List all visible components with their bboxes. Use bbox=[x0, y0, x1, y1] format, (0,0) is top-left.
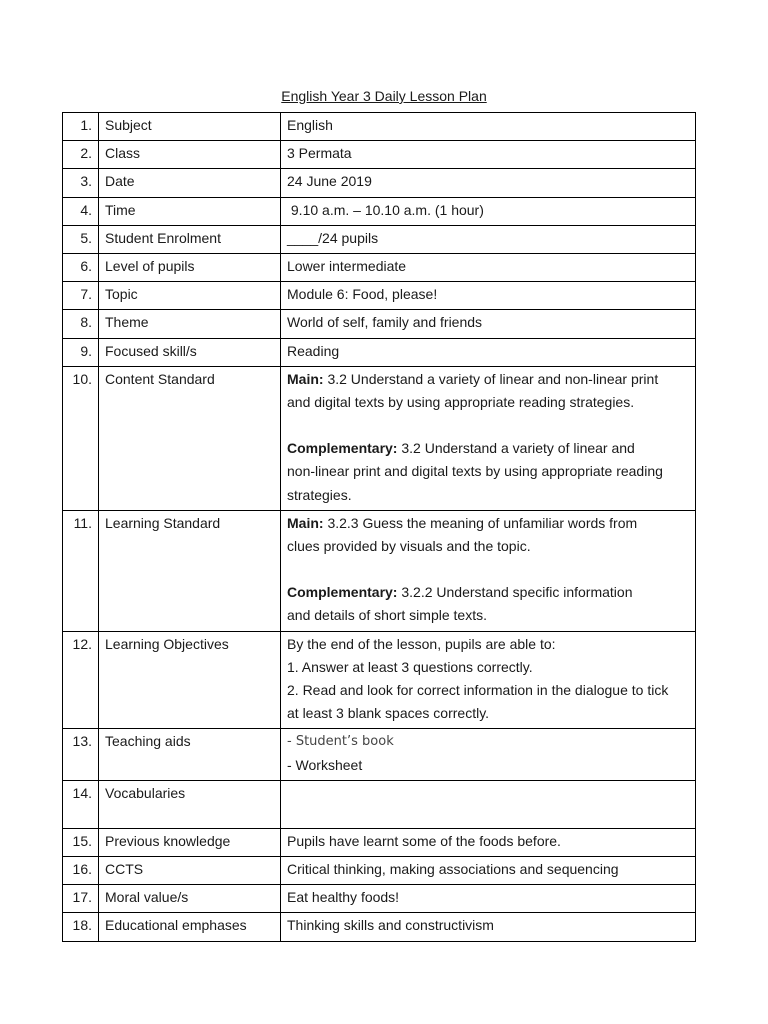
row-number: 7. bbox=[63, 282, 99, 310]
row-value bbox=[281, 366, 696, 510]
row-number: 4. bbox=[63, 197, 99, 225]
main-label: Main: bbox=[287, 514, 324, 531]
row-number: 6. bbox=[63, 254, 99, 282]
main-standard bbox=[287, 512, 689, 535]
table-row bbox=[63, 254, 696, 282]
complementary-label: Complementary: bbox=[287, 440, 398, 457]
row-number: 14. bbox=[63, 780, 99, 828]
table-row bbox=[63, 828, 696, 856]
row-value: 9.10 a.m. – 10.10 a.m. (1 hour) bbox=[281, 197, 696, 225]
row-label: Level of pupils bbox=[99, 254, 281, 282]
row-label: CCTS bbox=[99, 857, 281, 885]
learning-objectives-row bbox=[63, 631, 696, 729]
row-label: Moral value/s bbox=[99, 885, 281, 913]
lesson-plan-table bbox=[62, 112, 696, 942]
row-number: 12. bbox=[63, 631, 99, 729]
complementary-standard bbox=[287, 437, 689, 460]
row-number: 16. bbox=[63, 857, 99, 885]
row-value bbox=[281, 631, 696, 729]
row-label: Educational emphases bbox=[99, 913, 281, 941]
row-number: 1. bbox=[63, 113, 99, 141]
row-label: Previous knowledge bbox=[99, 828, 281, 856]
objective-item: 2. Read and look for correct information in the dialogue to tick bbox=[287, 682, 669, 699]
row-value: ____/24 pupils bbox=[281, 225, 696, 253]
row-value: World of self, family and friends bbox=[281, 310, 696, 338]
table-row bbox=[63, 857, 696, 885]
complementary-text-continued: and details of short simple texts. bbox=[287, 607, 487, 624]
learning-standard-row bbox=[63, 510, 696, 631]
main-text: 3.2 Understand a variety of linear and non-linear print bbox=[323, 370, 659, 387]
row-number: 18. bbox=[63, 913, 99, 941]
complementary-text: 3.2.2 Understand specific information bbox=[397, 584, 633, 601]
document-title: English Year 3 Daily Lesson Plan bbox=[281, 88, 487, 104]
row-label: Teaching aids bbox=[99, 729, 281, 780]
row-label: Topic bbox=[99, 282, 281, 310]
objective-item: 1. Answer at least 3 questions correctly. bbox=[287, 658, 533, 675]
table-row bbox=[63, 113, 696, 141]
row-number: 8. bbox=[63, 310, 99, 338]
teaching-aid-item: - Student’s book bbox=[287, 734, 394, 750]
complementary-text-continued: non-linear print and digital texts by using appropriate reading bbox=[287, 463, 663, 480]
main-text-continued: clues provided by visuals and the topic. bbox=[287, 538, 531, 555]
table-row bbox=[63, 225, 696, 253]
row-value: Thinking skills and constructivism bbox=[281, 913, 696, 941]
row-number: 15. bbox=[63, 828, 99, 856]
row-value: English bbox=[281, 113, 696, 141]
row-value: Eat healthy foods! bbox=[281, 885, 696, 913]
row-value bbox=[281, 780, 696, 828]
row-label: Date bbox=[99, 169, 281, 197]
row-number: 11. bbox=[63, 510, 99, 631]
row-label: Content Standard bbox=[99, 366, 281, 510]
row-value: Pupils have learnt some of the foods before. bbox=[281, 828, 696, 856]
table-row bbox=[63, 913, 696, 941]
table-row bbox=[63, 169, 696, 197]
table-row bbox=[63, 141, 696, 169]
complementary-standard bbox=[287, 581, 689, 604]
vocabularies-row bbox=[63, 780, 696, 828]
row-number: 5. bbox=[63, 225, 99, 253]
row-label: Learning Objectives bbox=[99, 631, 281, 729]
row-number: 13. bbox=[63, 729, 99, 780]
row-number: 3. bbox=[63, 169, 99, 197]
table-row bbox=[63, 197, 696, 225]
objectives-intro: By the end of the lesson, pupils are able to: bbox=[287, 635, 556, 652]
row-value: Module 6: Food, please! bbox=[281, 282, 696, 310]
row-label: Class bbox=[99, 141, 281, 169]
complementary-text: 3.2 Understand a variety of linear and bbox=[397, 440, 635, 457]
table-row bbox=[63, 310, 696, 338]
row-label: Student Enrolment bbox=[99, 225, 281, 253]
row-label: Subject bbox=[99, 113, 281, 141]
teaching-aid-item: - Worksheet bbox=[287, 756, 363, 773]
row-number: 9. bbox=[63, 338, 99, 366]
table-row bbox=[63, 282, 696, 310]
main-text-continued: and digital texts by using appropriate reading strategies. bbox=[287, 394, 635, 411]
row-value: 3 Permata bbox=[281, 141, 696, 169]
main-label: Main: bbox=[287, 370, 324, 387]
table-row bbox=[63, 885, 696, 913]
row-value: Reading bbox=[281, 338, 696, 366]
row-value: Lower intermediate bbox=[281, 254, 696, 282]
row-value bbox=[281, 729, 696, 780]
teaching-aids-row bbox=[63, 729, 696, 780]
objective-item-continued: at least 3 blank spaces correctly. bbox=[287, 705, 490, 722]
row-label: Focused skill/s bbox=[99, 338, 281, 366]
row-label: Time bbox=[99, 197, 281, 225]
row-value: 24 June 2019 bbox=[281, 169, 696, 197]
row-number: 2. bbox=[63, 141, 99, 169]
row-value bbox=[281, 510, 696, 631]
row-label: Vocabularies bbox=[99, 780, 281, 828]
content-standard-row bbox=[63, 366, 696, 510]
row-label: Theme bbox=[99, 310, 281, 338]
complementary-label: Complementary: bbox=[287, 584, 398, 601]
row-label: Learning Standard bbox=[99, 510, 281, 631]
complementary-text-continued: strategies. bbox=[287, 486, 352, 503]
main-standard bbox=[287, 368, 689, 391]
row-value: Critical thinking, making associations and sequencing bbox=[281, 857, 696, 885]
row-number: 10. bbox=[63, 366, 99, 510]
table-row bbox=[63, 338, 696, 366]
row-number: 17. bbox=[63, 885, 99, 913]
main-text: 3.2.3 Guess the meaning of unfamiliar words from bbox=[323, 514, 638, 531]
